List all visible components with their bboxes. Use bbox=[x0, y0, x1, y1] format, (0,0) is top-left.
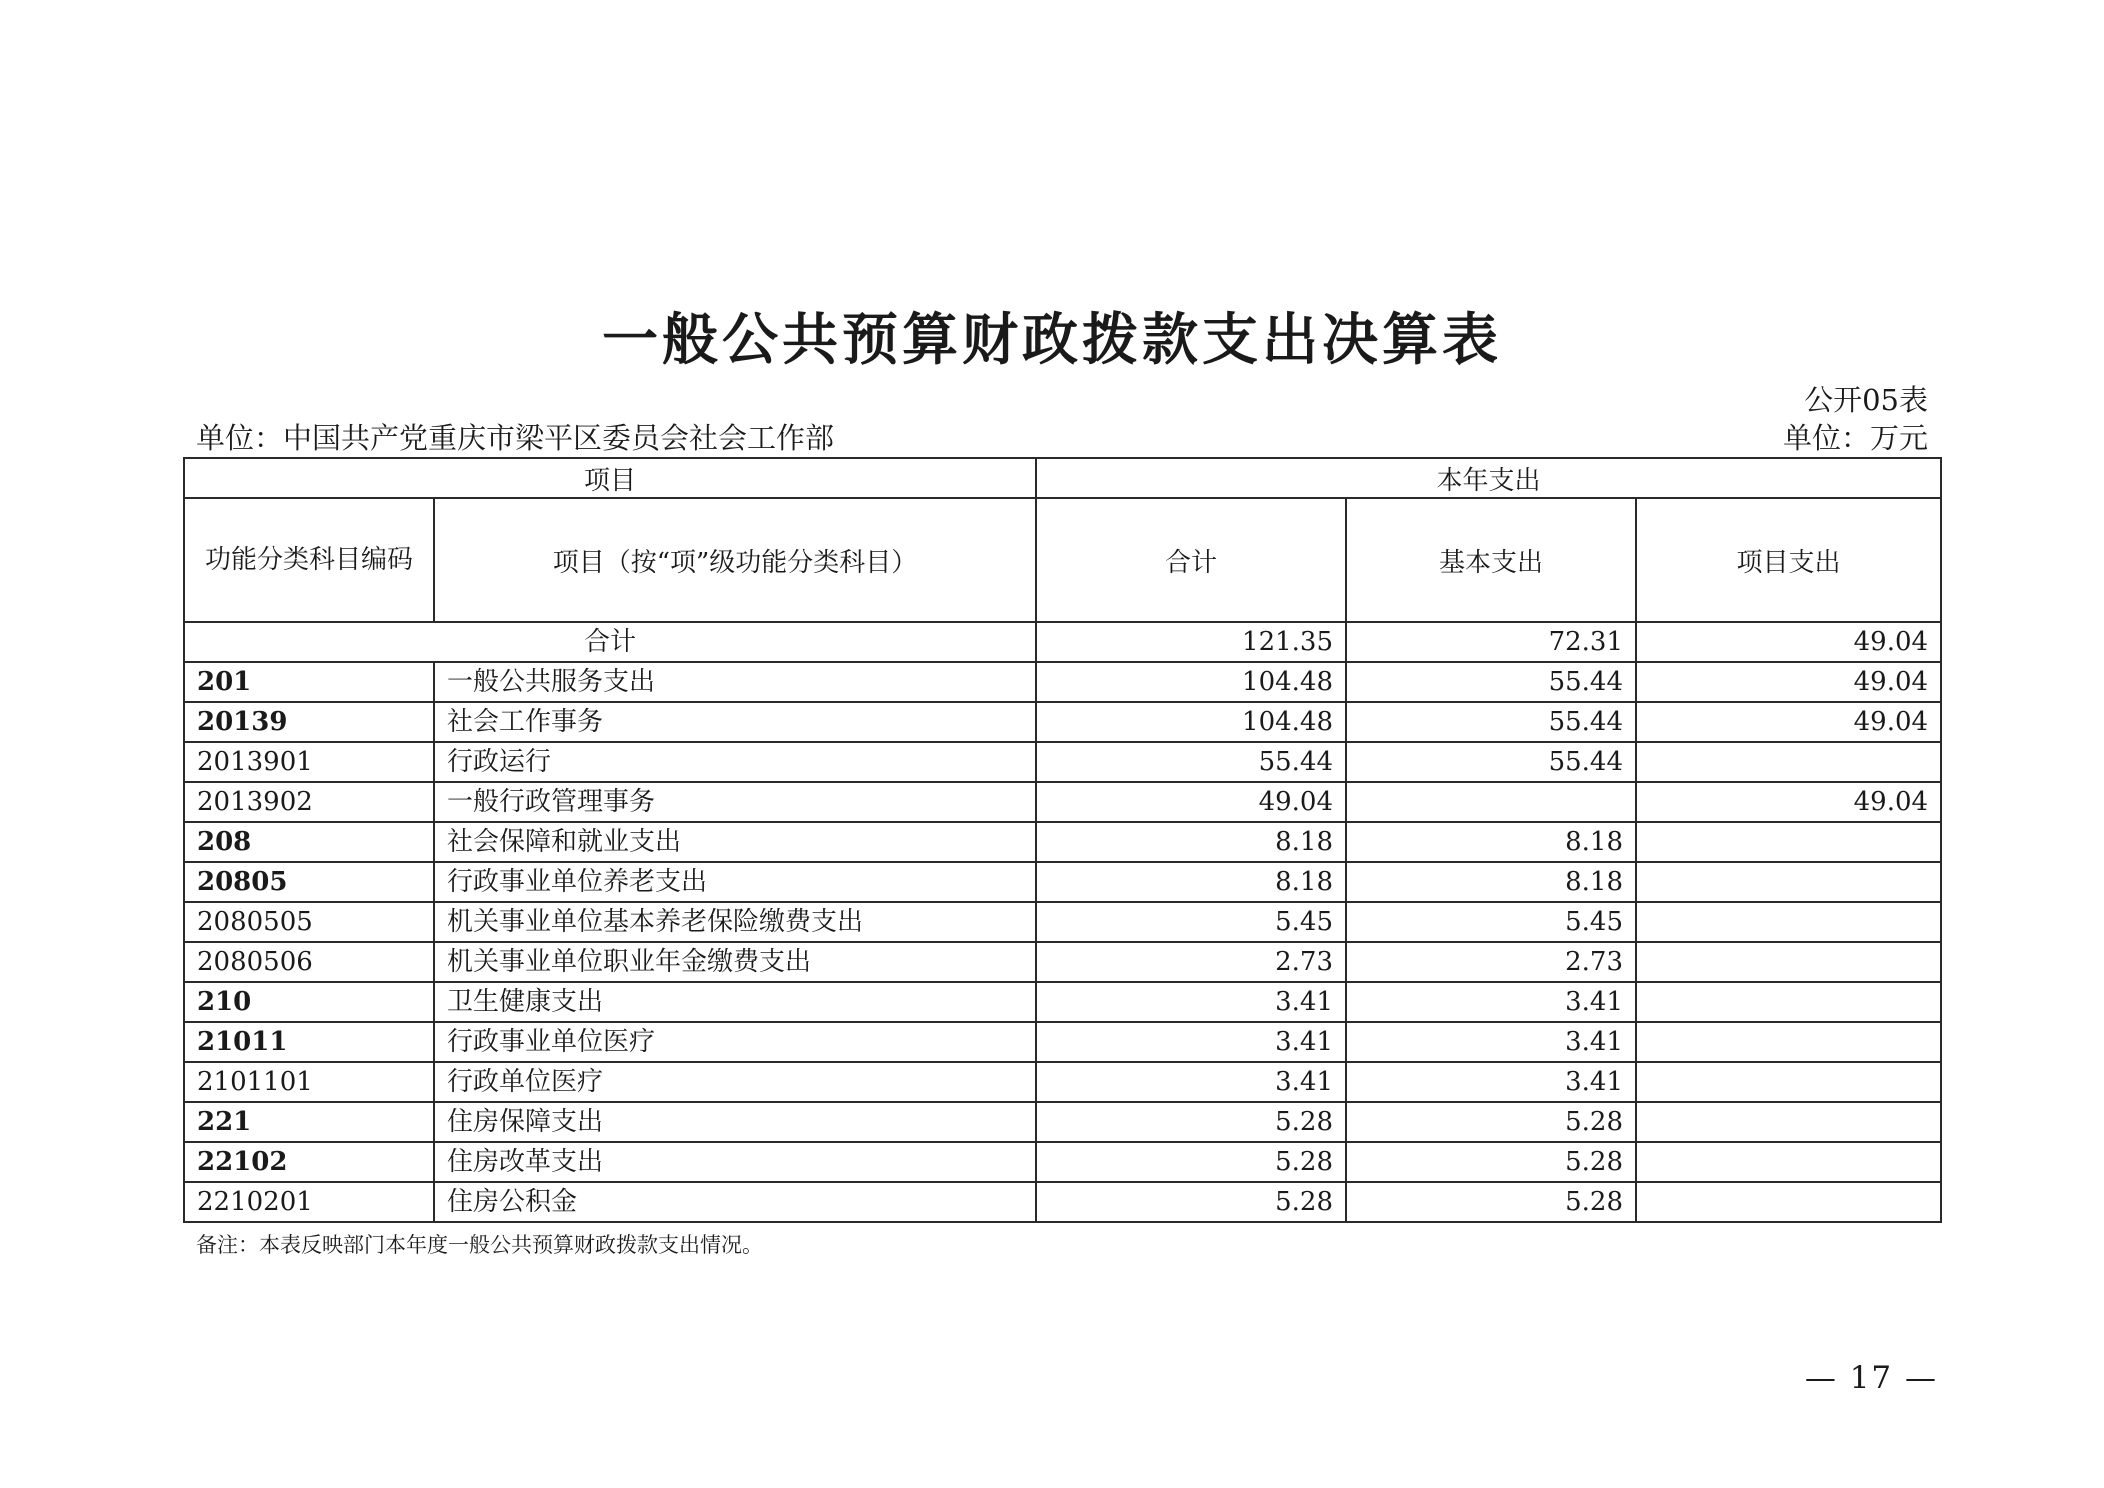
column-header-total: 合计 bbox=[1036, 498, 1346, 622]
row-total: 5.45 bbox=[1036, 902, 1346, 942]
table-row bbox=[184, 702, 1941, 742]
row-project bbox=[1636, 902, 1941, 942]
row-basic: 55.44 bbox=[1346, 702, 1636, 742]
row-name: 一般公共服务支出 bbox=[434, 662, 1036, 702]
row-project bbox=[1636, 1182, 1941, 1222]
row-basic: 5.28 bbox=[1346, 1182, 1636, 1222]
row-name: 机关事业单位职业年金缴费支出 bbox=[434, 942, 1036, 982]
table-row bbox=[184, 902, 1941, 942]
row-total: 55.44 bbox=[1036, 742, 1346, 782]
table-row bbox=[184, 782, 1941, 822]
row-basic: 5.45 bbox=[1346, 902, 1636, 942]
row-code: 2013901 bbox=[184, 742, 434, 782]
row-code: 210 bbox=[184, 982, 434, 1022]
row-name: 机关事业单位基本养老保险缴费支出 bbox=[434, 902, 1036, 942]
budget-table bbox=[183, 457, 1942, 1223]
table-row bbox=[184, 662, 1941, 702]
row-total: 3.41 bbox=[1036, 1022, 1346, 1062]
row-basic: 3.41 bbox=[1346, 982, 1636, 1022]
total-row-project: 49.04 bbox=[1636, 622, 1941, 662]
row-total: 3.41 bbox=[1036, 982, 1346, 1022]
unit-organization: 单位：中国共产党重庆市梁平区委员会社会工作部 bbox=[196, 421, 835, 455]
row-project bbox=[1636, 822, 1941, 862]
row-project bbox=[1636, 1022, 1941, 1062]
table-row bbox=[184, 982, 1941, 1022]
row-name: 行政运行 bbox=[434, 742, 1036, 782]
group-header-item: 项目 bbox=[184, 458, 1036, 498]
row-project bbox=[1636, 942, 1941, 982]
row-total: 104.48 bbox=[1036, 662, 1346, 702]
row-code: 208 bbox=[184, 822, 434, 862]
row-total: 5.28 bbox=[1036, 1102, 1346, 1142]
row-name: 住房保障支出 bbox=[434, 1102, 1036, 1142]
row-code: 2080505 bbox=[184, 902, 434, 942]
row-total: 3.41 bbox=[1036, 1062, 1346, 1102]
row-basic bbox=[1346, 782, 1636, 822]
row-basic: 8.18 bbox=[1346, 862, 1636, 902]
table-row bbox=[184, 1102, 1941, 1142]
total-row-basic: 72.31 bbox=[1346, 622, 1636, 662]
row-project bbox=[1636, 862, 1941, 902]
row-project: 49.04 bbox=[1636, 662, 1941, 702]
table-row bbox=[184, 1062, 1941, 1102]
row-code: 201 bbox=[184, 662, 434, 702]
row-total: 49.04 bbox=[1036, 782, 1346, 822]
row-code: 2013902 bbox=[184, 782, 434, 822]
row-project: 49.04 bbox=[1636, 782, 1941, 822]
column-header-project: 项目支出 bbox=[1636, 498, 1941, 622]
row-project bbox=[1636, 1062, 1941, 1102]
table-row bbox=[184, 1022, 1941, 1062]
page-title: 一般公共预算财政拨款支出决算表 bbox=[602, 307, 1502, 373]
row-name: 行政事业单位医疗 bbox=[434, 1022, 1036, 1062]
row-total: 2.73 bbox=[1036, 942, 1346, 982]
column-header-row bbox=[184, 498, 1941, 622]
row-basic: 8.18 bbox=[1346, 822, 1636, 862]
total-row bbox=[184, 622, 1941, 662]
row-project bbox=[1636, 1142, 1941, 1182]
table-note: 备注：本表反映部门本年度一般公共预算财政拨款支出情况。 bbox=[196, 1233, 763, 1257]
row-code: 2080506 bbox=[184, 942, 434, 982]
group-header-current-year: 本年支出 bbox=[1036, 458, 1941, 498]
row-name: 行政事业单位养老支出 bbox=[434, 862, 1036, 902]
row-project bbox=[1636, 1102, 1941, 1142]
row-code: 2210201 bbox=[184, 1182, 434, 1222]
page-number: — 17 — bbox=[1804, 1360, 1938, 1396]
row-project bbox=[1636, 982, 1941, 1022]
row-name: 社会保障和就业支出 bbox=[434, 822, 1036, 862]
row-basic: 5.28 bbox=[1346, 1102, 1636, 1142]
column-header-code: 功能分类科目编码 bbox=[184, 498, 434, 622]
row-basic: 3.41 bbox=[1346, 1062, 1636, 1102]
table-row bbox=[184, 1182, 1941, 1222]
row-total: 5.28 bbox=[1036, 1142, 1346, 1182]
row-name: 住房改革支出 bbox=[434, 1142, 1036, 1182]
row-total: 104.48 bbox=[1036, 702, 1346, 742]
row-basic: 3.41 bbox=[1346, 1022, 1636, 1062]
row-basic: 55.44 bbox=[1346, 662, 1636, 702]
row-name: 卫生健康支出 bbox=[434, 982, 1036, 1022]
row-code: 22102 bbox=[184, 1142, 434, 1182]
row-code: 21011 bbox=[184, 1022, 434, 1062]
form-number: 公开05表 bbox=[1804, 383, 1928, 417]
total-row-total: 121.35 bbox=[1036, 622, 1346, 662]
row-project bbox=[1636, 742, 1941, 782]
row-name: 住房公积金 bbox=[434, 1182, 1036, 1222]
row-basic: 2.73 bbox=[1346, 942, 1636, 982]
row-basic: 5.28 bbox=[1346, 1142, 1636, 1182]
table-row bbox=[184, 1142, 1941, 1182]
row-code: 221 bbox=[184, 1102, 434, 1142]
row-total: 8.18 bbox=[1036, 822, 1346, 862]
table-row bbox=[184, 742, 1941, 782]
table-row bbox=[184, 822, 1941, 862]
unit-currency: 单位：万元 bbox=[1782, 421, 1928, 455]
table-row bbox=[184, 862, 1941, 902]
column-header-name: 项目（按“项”级功能分类科目） bbox=[434, 498, 1036, 622]
row-total: 8.18 bbox=[1036, 862, 1346, 902]
row-name: 行政单位医疗 bbox=[434, 1062, 1036, 1102]
total-row-label: 合计 bbox=[184, 622, 1036, 662]
row-basic: 55.44 bbox=[1346, 742, 1636, 782]
row-name: 一般行政管理事务 bbox=[434, 782, 1036, 822]
row-project: 49.04 bbox=[1636, 702, 1941, 742]
row-name: 社会工作事务 bbox=[434, 702, 1036, 742]
row-total: 5.28 bbox=[1036, 1182, 1346, 1222]
row-code: 20139 bbox=[184, 702, 434, 742]
row-code: 2101101 bbox=[184, 1062, 434, 1102]
table-row bbox=[184, 942, 1941, 982]
row-code: 20805 bbox=[184, 862, 434, 902]
column-header-basic: 基本支出 bbox=[1346, 498, 1636, 622]
group-header-row bbox=[184, 458, 1941, 498]
